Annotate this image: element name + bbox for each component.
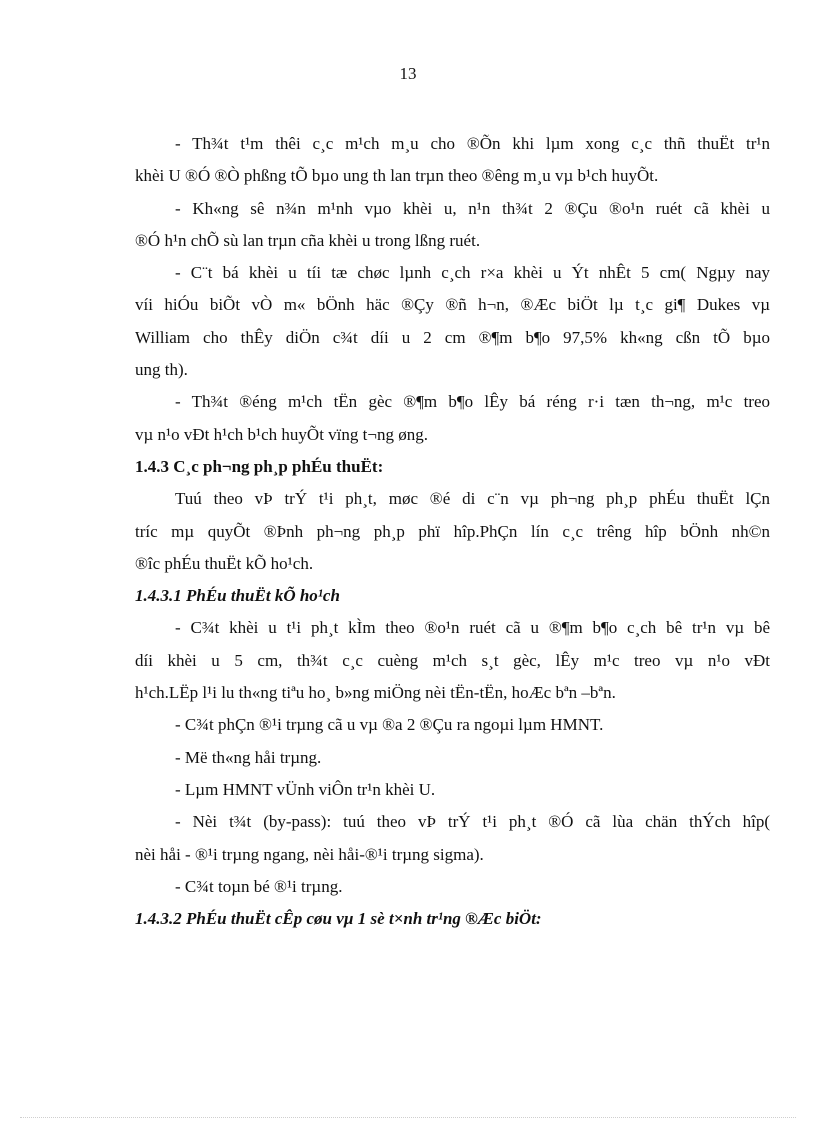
- paragraph-line: nèi håi - ®¹i trµng ngang, nèi håi-®¹i trµng sigma).: [135, 844, 484, 864]
- paragraph-line: - C¾t phÇn ®¹i trµng cã u vµ ®a 2 ®Çu ra ngoµi lµm HMNT.: [175, 715, 604, 735]
- paragraph: [135, 257, 770, 386]
- paragraph: [135, 709, 770, 741]
- paragraph: [135, 386, 770, 451]
- document-body: [135, 128, 770, 935]
- paragraph: [135, 128, 770, 193]
- paragraph: [135, 193, 770, 258]
- paragraph-line: - Th¾t ®éng m¹ch tËn gèc ®¶m b¶o lÊy bá réng r·i tæn th¬ng, m¹c treo: [175, 392, 770, 412]
- subsection-heading: 1.4.3.1 PhÉu thuËt kÕ ho¹ch: [135, 586, 340, 606]
- paragraph-line: h¹ch.LËp l¹i lu th«ng tiªu ho¸ b»ng miÖng nèi tËn-tËn, hoÆc bªn –bªn.: [135, 683, 616, 703]
- subsection-heading: 1.4.3.2 PhÉu thuËt cÊp cøu vµ 1 sè t×nh tr¹ng ®Æc biÖt:: [135, 909, 542, 929]
- paragraph-line: - Më th«ng håi trµng.: [175, 747, 322, 767]
- paragraph: [135, 806, 770, 871]
- paragraph: [135, 483, 770, 580]
- page-bottom-divider: [20, 1117, 796, 1118]
- paragraph-line: ®Ó h¹n chÕ sù lan trµn cña khèi u trong lßng ruét.: [135, 230, 481, 250]
- paragraph-line: William cho thÊy diÖn c¾t díi u 2 cm ®¶m b¶o 97,5% kh«ng cßn tÕ bµo: [135, 327, 770, 347]
- paragraph-line: vµ n¹o vÐt h¹ch b¹ch huyÕt vïng t¬ng øng.: [135, 424, 428, 444]
- paragraph: [135, 742, 770, 774]
- paragraph-line: víi hiÓu biÕt vÒ m« bÖnh häc ®Çy ®ñ h¬n, ®Æc biÖt lµ t¸c gi¶ Dukes vµ: [135, 295, 770, 315]
- paragraph-line: - Th¾t t¹m thêi c¸c m¹ch m¸u cho ®Õn khi lµm xong c¸c thñ thuËt tr¹n: [175, 134, 770, 153]
- paragraph-line: - C¨t bá khèi u tíi tæ chøc lµnh c¸ch r×a khèi u Ýt nhÊt 5 cm( Ngµy nay: [175, 263, 770, 283]
- paragraph: [135, 774, 770, 806]
- page-number: 13: [399, 64, 417, 83]
- paragraph-line: ung th).: [135, 360, 188, 380]
- paragraph-line: khèi U ®Ó ®Ò phßng tÕ bµo ung th lan trµn theo ®êng m¸u vµ b¹ch huyÕt.: [135, 166, 659, 186]
- paragraph-line: tríc mµ quyÕt ®Þnh ph¬ng ph¸p phï hîp.PhÇn lín c¸c trêng hîp bÖnh nh©n: [135, 521, 770, 541]
- paragraph-line: - Lµm HMNT vÜnh viÔn tr¹n khèi U.: [175, 779, 436, 799]
- paragraph-line: díi khèi u 5 cm, th¾t c¸c cuèng m¹ch s¸t gèc, lÊy m¹c treo vµ n¹o vÐt: [135, 650, 770, 670]
- paragraph-line: Tuú theo vÞ trÝ t¹i ph¸t, møc ®é di c¨n vµ ph¬ng ph¸p phÉu thuËt lÇn: [175, 489, 770, 509]
- paragraph-line: - Nèi t¾t (by-pass): tuú theo vÞ trÝ t¹i ph¸t ®Ó cã lùa chän thÝch hîp(: [175, 812, 770, 832]
- paragraph-line: ®îc phÉu thuËt kÕ ho¹ch.: [135, 553, 314, 573]
- paragraph: [135, 612, 770, 709]
- paragraph: [135, 871, 770, 903]
- paragraph-line: - C¾t khèi u t¹i ph¸t kÌm theo ®o¹n ruét cã u ®¶m b¶o c¸ch bê tr¹n vµ bê: [175, 618, 770, 638]
- paragraph-line: - Kh«ng sê n¾n m¹nh vµo khèi u, n¹n th¾t 2 ®Çu ®o¹n ruét cã khèi u: [175, 198, 770, 218]
- section-heading: 1.4.3 C¸c ph¬ng ph¸p phÉu thuËt:: [135, 456, 384, 476]
- paragraph-line: - C¾t toµn bé ®¹i trµng.: [175, 876, 343, 896]
